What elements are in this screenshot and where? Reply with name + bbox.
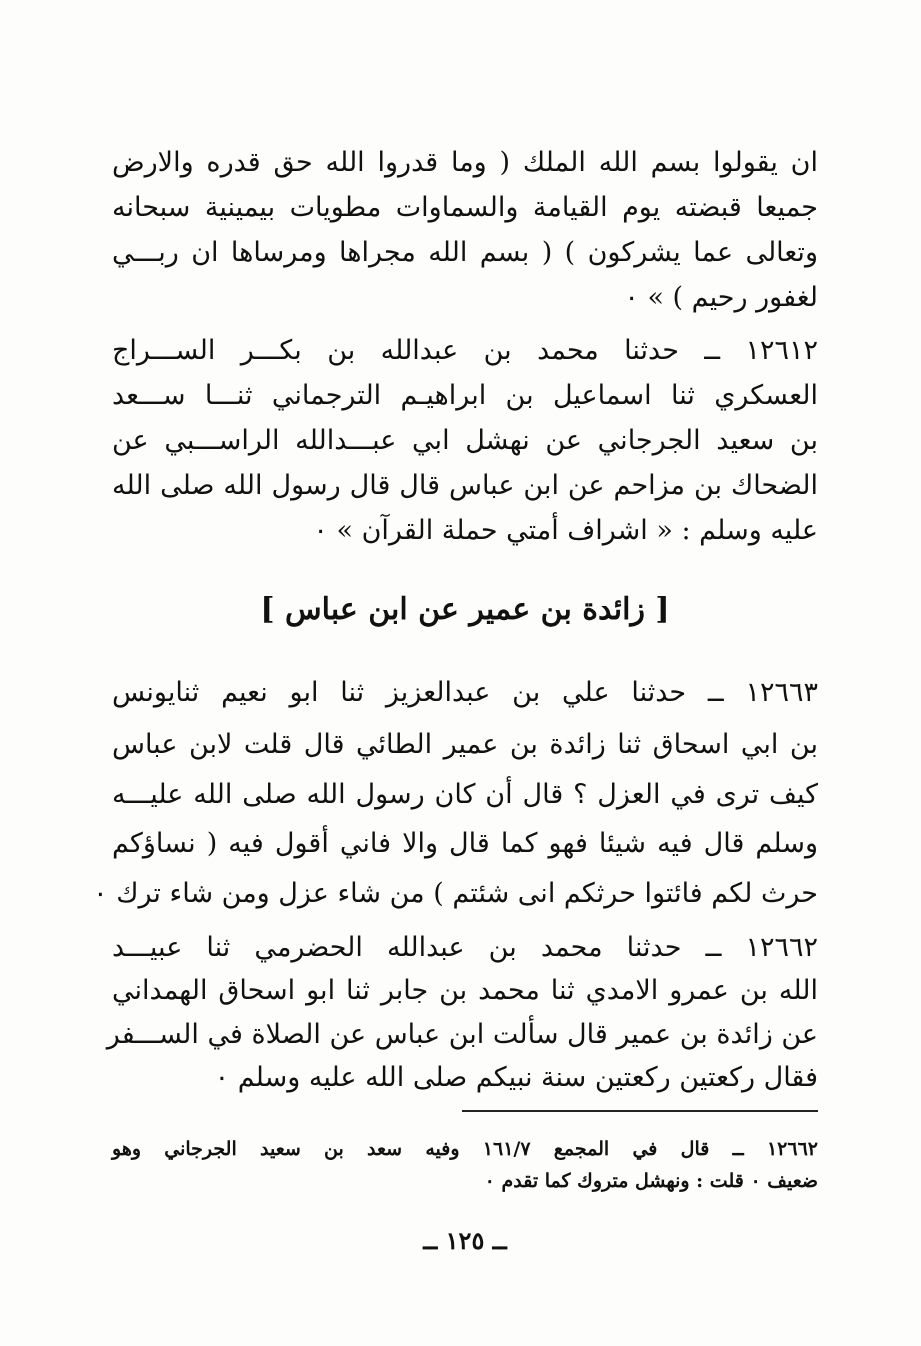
text-line: وتعالى عما يشركون ) ( بسم الله مجراها ومرساها ان ربـــي bbox=[112, 237, 818, 268]
text-line: وسلم قال فيه شيئا فهو كما قال والا فاني أقول فيه ( نساؤكم bbox=[112, 828, 818, 859]
text-line: جميعا قبضته يوم القيامة والسماوات مطويات بيمينية سبحانه bbox=[112, 192, 818, 223]
text-line: ان يقولوا بسم الله الملك ( وما قدروا الله حق قدره والارض bbox=[112, 147, 818, 178]
page-number: ــ ١٢٥ ــ bbox=[423, 1226, 507, 1255]
text-line: ١٢٦٦٣ ــ حدثنا علي بن عبدالعزيز ثنا ابو نعيم ثنايونس bbox=[112, 677, 818, 708]
document-page bbox=[93, 0, 818, 1346]
text-line: العسكري ثنا اسماعيل بن ابراهيـم الترجماني ثنـــا ســـعد bbox=[112, 380, 818, 411]
text-line: عن زائدة بن عمير قال سألت ابن عباس عن الصلاة في الســـفر bbox=[106, 1019, 818, 1050]
footnote-line: ضعيف ٠ قلت : ونهشل متروك كما تقدم ٠ bbox=[484, 1170, 818, 1192]
text-line: الله بن عمرو الامدي ثنا محمد بن جابر ثنا ابو اسحاق الهمداني bbox=[112, 975, 818, 1006]
text-line: حرث لكم فائتوا حرثكم انى شئتم ) من شاء عزل ومن شاء ترك ٠ bbox=[93, 878, 818, 909]
section-heading: [ زائدة بن عمير عن ابن عباس ] bbox=[260, 592, 670, 627]
text-line: بن ابي اسحاق ثنا زائدة بن عمير الطائي قال قلت لابن عباس bbox=[112, 729, 818, 760]
text-line: كيف ترى في العزل ؟ قال أن كان رسول الله صلى الله عليـــه bbox=[112, 779, 818, 810]
footnote-separator bbox=[462, 1110, 818, 1112]
text-line: الضحاك بن مزاحم عن ابن عباس قال قال رسول الله صلى الله bbox=[112, 470, 818, 501]
text-line: عليه وسلم : « اشراف أمتي حملة القرآن » ٠ bbox=[313, 515, 818, 546]
text-line: بن سعيد الجرجاني عن نهشل ابي عبـــدالله الراســـبي عن bbox=[112, 425, 818, 456]
text-line: لغفور رحيم ) » ٠ bbox=[624, 282, 818, 313]
text-line: ١٢٦١٢ ــ حدثنا محمد بن عبدالله بن بكـــر الســـراج bbox=[112, 335, 818, 366]
footnote-line: ١٢٦٦٢ ــ قال في المجمع ١٦١/٧ وفيه سعد بن سعيد الجرجاني وهو bbox=[112, 1138, 818, 1160]
text-line: فقال ركعتين ركعتين سنة نبيكم صلى الله عليه وسلم ٠ bbox=[214, 1062, 818, 1093]
text-line: ١٢٦٦٢ ــ حدثنا محمد بن عبدالله الحضرمي ثنا عبيـــد bbox=[112, 932, 818, 963]
